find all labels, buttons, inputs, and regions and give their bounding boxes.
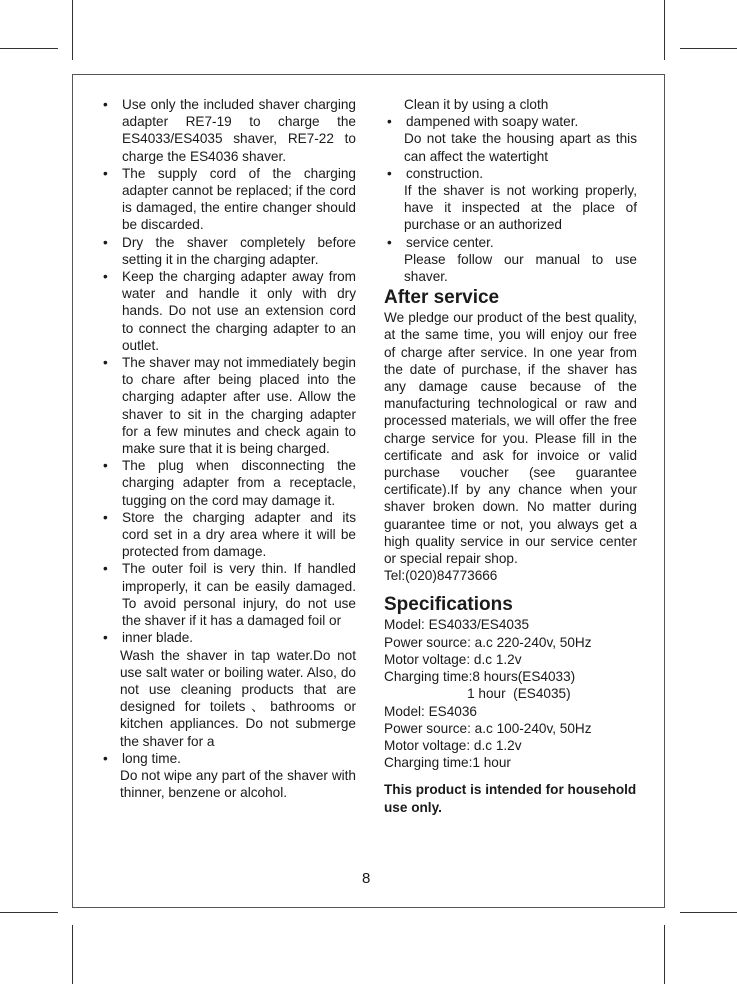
spec-line: Charging time:1 hour	[384, 755, 511, 771]
page-number: 8	[362, 870, 371, 887]
crop-mark	[664, 925, 665, 984]
spec-line: Motor voltage: d.c 1.2v	[384, 737, 522, 753]
crop-mark	[72, 0, 73, 60]
list-item: • The shaver may not immediately begin to chare after being placed into the charging adapter after use. Allow the shaver to sit in the charging adapter for a few minutes and check again to make sure that it is being charged.	[103, 355, 356, 457]
specifications-title: Specifications	[384, 594, 513, 616]
after-service-title: After service	[384, 287, 500, 309]
housing-paragraph: Do not take the housing apart as this can affect the watertight	[404, 131, 637, 164]
not-working-paragraph: If the shaver is not working properly, have it inspected at the place of purchase or an authorized	[404, 183, 637, 233]
specifications-list	[384, 616, 637, 771]
list-item: • construction.	[387, 165, 484, 181]
crop-mark	[664, 0, 665, 60]
household-use-note: This product is intended for household use only.	[384, 782, 637, 815]
crop-mark	[72, 925, 73, 984]
telephone: Tel:(020)84773666	[384, 568, 498, 584]
spec-line: Motor voltage: d.c 1.2v	[384, 651, 522, 667]
spec-line: Power source: a.c 220-240v, 50Hz	[384, 634, 592, 650]
list-item: • Use only the included shaver charging adapter RE7-19 to charge the ES4033/ES4035 shaver, RE7-22 to charge the ES4036 shaver.	[103, 97, 356, 164]
list-item: • The outer foil is very thin. If handled improperly, it can be easily damaged. To avoid personal injury, do not use the shaver if it has a damaged foil or	[103, 561, 356, 629]
spec-line: Charging time:8 hours(ES4033)	[384, 669, 576, 685]
list-item: • service center.	[387, 234, 494, 250]
list-item: • Store the charging adapter and its cord set in a dry area where it will be protected from damage.	[103, 509, 356, 560]
crop-mark	[680, 48, 737, 49]
list-item: • dampened with soapy water.	[387, 114, 579, 130]
left-column	[100, 96, 356, 801]
spec-line: Power source: a.c 100-240v, 50Hz	[384, 720, 592, 736]
list-item: • Dry the shaver completely before setting it in the charging adapter.	[103, 234, 356, 267]
list-item: • The plug when disconnecting the charging adapter from a receptacle, tugging on the cord may damage it.	[103, 458, 356, 508]
spec-line: 1 hour (ES4035)	[384, 686, 571, 702]
right-column	[384, 96, 637, 816]
list-item: • The supply cord of the charging adapter cannot be replaced; if the cord is damaged, the entire changer should be discarded.	[103, 165, 356, 233]
wash-paragraph: Wash the shaver in tap water.Do not use salt water or boiling water. Also, do not use cleaning products that are designed for toilets、bathrooms or kitchen appliances. Do not submerge the shaver for a	[120, 647, 356, 749]
crop-mark	[0, 912, 58, 913]
list-item: • Keep the charging adapter away from water and handle it only with dry hands. Do not use an extension cord to connect the charging adapter to an outlet.	[103, 269, 356, 353]
after-service-body: We pledge our product of the best quality, at the same time, you will enjoy our free of charge after service. In one year from the date of purchase, if the shaver has any damage cause because of the manufacturing technological or raw and processed materials, we will offer the free charge service for you. Please fill in the certificate and ask for invoice or valid purchase voucher (see guarantee certificate).If by any chance when your shaver broken down. No matter during guarantee time or not, you always get a high quality service in our service center or special repair shop.	[384, 310, 637, 567]
spec-line: Model: ES4033/ES4035	[384, 617, 530, 633]
spec-line: Model: ES4036	[384, 703, 477, 719]
crop-mark	[0, 48, 58, 49]
crop-mark	[680, 912, 737, 913]
manual-paragraph: Please follow our manual to use shaver.	[404, 251, 637, 285]
clean-paragraph: Clean it by using a cloth	[404, 97, 549, 112]
wipe-paragraph: Do not wipe any part of the shaver with thinner, benzene or alcohol.	[120, 767, 356, 801]
list-item: • long time.	[103, 750, 181, 766]
list-item: • inner blade.	[103, 630, 194, 646]
